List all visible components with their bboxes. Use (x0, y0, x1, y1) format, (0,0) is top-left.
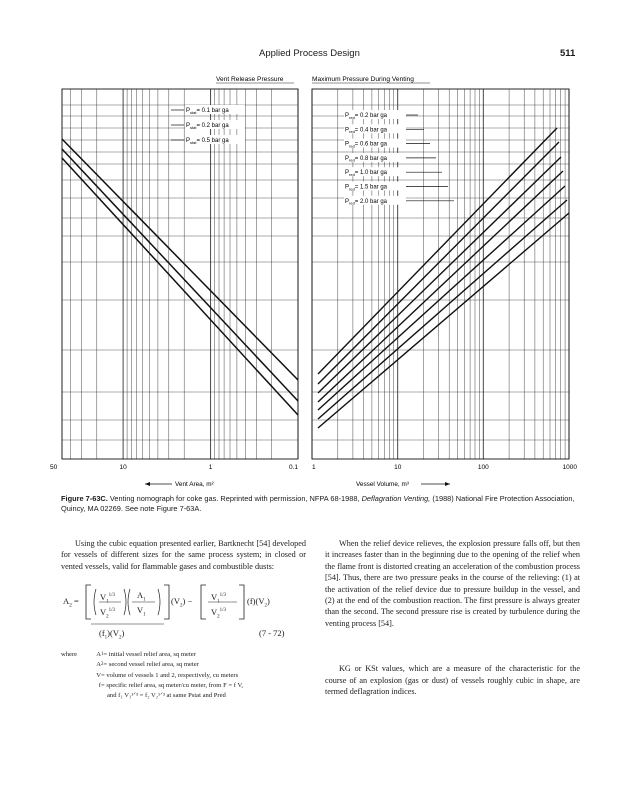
figure-caption (61, 494, 581, 514)
where-definition: = initial vessel relief area, sq meter (103, 651, 196, 659)
right-label-main: P (345, 198, 350, 205)
eq-a1-sub: 1 (143, 597, 146, 603)
right-column (325, 538, 580, 697)
eq-f: (f) (247, 596, 256, 607)
left-series-lines (62, 139, 298, 415)
where-definition: = second vessel relief area, sq meter (103, 661, 199, 669)
eq-v2-last-sub: 2 (264, 603, 267, 609)
eq-v2-last: V (258, 596, 265, 607)
eq-den-tail: )(V (107, 628, 119, 639)
right-axis-label (356, 481, 450, 488)
right-tick-label: 100 (477, 464, 489, 471)
eq-v1-sub: 1 (106, 599, 109, 605)
eq-v1-bottom: V (137, 605, 144, 616)
eq-den-end: ) (121, 628, 125, 639)
eq-v1-exp: 1/3 (108, 593, 116, 599)
right-series-label-6 (345, 185, 388, 192)
chart-title-right: Maximum Pressure During Venting (312, 76, 414, 83)
right-label-sub: red (349, 172, 355, 177)
eq-denominator: (f (99, 628, 105, 639)
where-symbol: A (96, 651, 101, 659)
where-row (61, 681, 306, 691)
right-panel (312, 89, 577, 488)
where-definition: = volume of vessels 1 and 2, respectively, cu meters (101, 671, 239, 679)
left-label-main: P (186, 123, 191, 129)
where-row (61, 650, 306, 660)
left-label-sub: stat (190, 124, 197, 130)
eq-v2-bottom: V (100, 607, 107, 618)
right-label-sub: red (349, 143, 355, 149)
right-label-sub: red (349, 129, 355, 135)
right-label-value: = 0.8 bar ga (354, 155, 387, 162)
eq-v1-top: V (100, 592, 107, 603)
left-label-value: = 0.2 bar ga (196, 123, 229, 129)
right-label-value: = 1.5 bar ga (354, 184, 387, 191)
left-series-labels (171, 105, 245, 145)
right-axis-label-text: Vessel Volume, m³ (356, 481, 409, 488)
left-tick-labels (50, 464, 298, 471)
left-label-sub: stat (190, 139, 197, 145)
left-panel (50, 89, 298, 488)
right-series-label-3 (345, 142, 388, 149)
left-tick-label: 0.1 (288, 464, 298, 471)
where-last-line: and f₁ V₁¹ᐟ³ = f₂ V₂¹ᐟ³ at same Pstat and Pred (107, 692, 226, 700)
right-label-main: P (345, 155, 350, 162)
eq-a1-top: A (137, 590, 144, 601)
eq-v2-bottom2-sub: 2 (217, 614, 220, 620)
caption-text-a: Venting nomograph for coke gas. Reprinted with permission, NFPA 68-1988, (107, 494, 362, 503)
left-axis-arrowhead (145, 482, 150, 486)
right-series-line-1 (318, 128, 557, 374)
eq-v1b-sub: 1 (143, 612, 146, 618)
right-series-label-7 (345, 199, 388, 206)
where-symbol: V (96, 671, 101, 679)
eq-den-sub1: 1 (104, 635, 108, 641)
left-paragraph: Using the cubic equation presented earlier, Bartknecht [54] developed for vessels of different sizes for the same process system; in closed or vented vessels, valid for flammable gases and combustible dusts: (61, 539, 306, 571)
where-symbol: f (98, 681, 101, 689)
eq-v1-top2-sub: 1 (217, 599, 220, 605)
page-number: 511 (560, 48, 576, 59)
eq-den-sub2: 2 (118, 635, 122, 641)
where-lead (61, 660, 81, 670)
left-series-label-1 (186, 108, 229, 115)
left-label-value: = 0.1 bar ga (196, 108, 229, 114)
eq-minus: − (187, 596, 193, 607)
eq-a2-sub: 2 (69, 602, 72, 609)
where-list (61, 650, 306, 701)
left-label-main: P (186, 108, 191, 114)
left-series-line-2 (62, 149, 298, 401)
left-tick-label: 10 (119, 464, 127, 471)
left-column (61, 538, 306, 701)
left-series-label-2 (186, 123, 229, 130)
eq-v1-top2-exp: 1/3 (219, 593, 227, 599)
left-series-line-1 (62, 139, 298, 380)
eq-v2-bottom2-exp: 1/3 (219, 608, 227, 614)
where-symbol-sub: 2 (101, 662, 104, 668)
left-axis-label-text: Vent Area, m² (175, 481, 214, 488)
right-label-sub: red (349, 157, 355, 163)
left-tick-label: 1 (208, 464, 213, 471)
right-label-sub: red (349, 200, 355, 206)
eq-v2-mid-sub: 2 (179, 603, 183, 609)
right-series-label-5 (345, 170, 388, 177)
right-series-line-6 (318, 200, 567, 419)
left-axis-label (145, 481, 214, 488)
right-label-sub: red (349, 114, 355, 120)
right-label-main: P (345, 184, 350, 191)
right-tick-labels (312, 464, 577, 471)
left-series-line-3 (62, 158, 298, 415)
running-title: Applied Process Design (259, 48, 360, 59)
caption-label: Figure 7-63C. (61, 494, 108, 503)
eq-number: (7 - 72) (259, 628, 285, 639)
right-series-line-3 (318, 157, 561, 393)
eq-equals: = (74, 596, 79, 607)
right-paragraph-2: KG or KSt values, which are a measure of the characteristic for the course of an explosion (gas or dust) of vessels roughly cubic in shape, are termed deflagration indices. (325, 664, 580, 697)
where-row (61, 660, 306, 670)
right-series-labels (344, 110, 454, 206)
where-symbol-sub: 1 (101, 652, 104, 658)
right-label-sub: red (349, 186, 355, 192)
chart-title-left: Vent Release Pressure (216, 76, 284, 83)
left-tick-label: 50 (50, 464, 58, 471)
where-row (61, 671, 306, 681)
right-tick-label: 1 (312, 464, 316, 471)
equation-7-72: $A_2$ = $V_1^{1/3}$ $V_2^{1/3}$ $A_1$ $V_1$ $(V_2)$ − $V_1^{1/3}$ $V_2^{1/3}$ $(f)(V_2)$ $(f_1)(V_2)$ (7 - 72) (61, 578, 306, 650)
eq-v2-bottom2: V (211, 607, 218, 618)
right-axis-arrowhead (445, 482, 450, 486)
right-paragraph-1: When the relief device relieves, the explosion pressure falls off, but then it increases faster than in the beginning due to the opening of the relief when the flame front is distorted creating an acceleration of the combustion process [54]. Thus, there are two pressure peaks in the course of the relieving: (1) at the activation of the relief device due to pressure buildup in the vessel, and (2) at the end of the combustion reaction. The first pressure is always greater than the second. The second pressure rise is created by turbulence during the venting process [54]. (325, 539, 580, 628)
right-label-value: = 1.0 bar ga (354, 170, 387, 177)
caption-italic: Deflagration Venting, (361, 494, 431, 503)
eq-a2: A (63, 596, 70, 607)
left-label-sub: stat (190, 109, 197, 115)
right-tick-label: 10 (394, 464, 402, 471)
eq-v2-sub: 2 (106, 614, 109, 620)
where-lead (61, 681, 81, 691)
eq-v2-exp: 1/3 (108, 608, 116, 614)
right-label-main: P (345, 141, 350, 148)
right-series-line-5 (318, 186, 565, 410)
where-symbol: A (96, 661, 101, 669)
where-lead (61, 671, 81, 681)
left-series-label-3 (186, 138, 229, 145)
eq-v2-mid: V (173, 596, 180, 607)
where-definition: = specific relief area, sq meter/cu meter, from F = f V, (101, 681, 244, 689)
left-label-value: = 0.5 bar ga (196, 138, 229, 144)
right-series-label-1 (345, 113, 388, 120)
right-label-main: P (345, 113, 350, 119)
right-label-value: = 0.2 bar ga (354, 113, 387, 119)
right-series-label-4 (345, 156, 388, 163)
right-label-value: = 2.0 bar ga (354, 198, 387, 205)
right-tick-label: 1000 (562, 464, 577, 471)
right-label-value: = 0.6 bar ga (354, 141, 387, 148)
right-series-label-2 (345, 127, 388, 134)
left-label-main: P (186, 138, 191, 144)
right-label-value: = 0.4 bar ga (354, 127, 387, 134)
eq-v1-top2: V (211, 592, 218, 603)
right-label-main: P (345, 127, 350, 134)
where-lead: where (61, 651, 78, 659)
right-label-main: P (345, 170, 350, 177)
caption-text-b: (1988) National Fire Protection Association, Quincy, MA 02269. See note Figure 7-63A. (61, 494, 575, 513)
right-series-line-4 (318, 171, 563, 402)
